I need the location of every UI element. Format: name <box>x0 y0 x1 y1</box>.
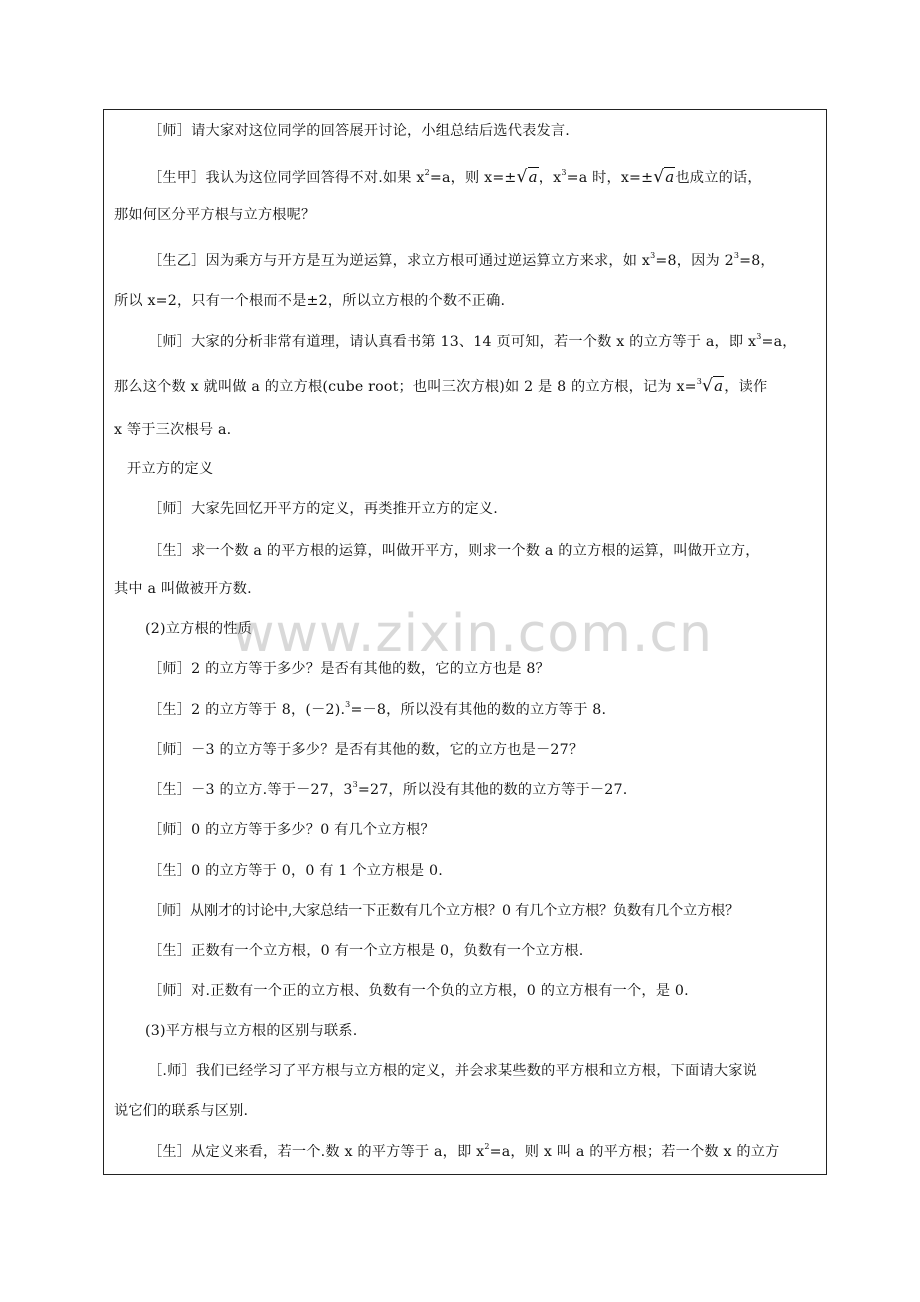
paragraph-continuation: 所以 x=2，只有一个根而不是±2，所以立方根的个数不正确. <box>114 293 506 309</box>
paragraph-continuation: x 等于三次根号 a. <box>114 422 232 438</box>
paragraph: ［生］从定义来看，若一个.数 x 的平方等于 a，即 $x^2=a$，则 x 叫 a 的平方根；若一个数 x 的立方 <box>148 1142 780 1160</box>
paragraph: ［生］2 的立方等于 8，(－2).$^3$=－8，所以没有其他的数的立方等于 8. <box>148 700 607 718</box>
section-heading: (2)立方根的性质 <box>145 621 253 637</box>
paragraph: ［生］－3 的立方.等于－27，$3^3=27$，所以没有其他的数的立方等于－27. <box>148 780 628 798</box>
paragraph: ［生乙］因为乘方与开方是互为逆运算，求立方根可通过逆运算立方来求，如 $x^3=8$，因为 $2^3=8$， <box>148 251 775 269</box>
paragraph: ［师］2 的立方等于多少？是否有其他的数，它的立方也是 8？ <box>148 661 550 677</box>
paragraph-continuation: 那如何区分平方根与立方根呢？ <box>114 207 316 223</box>
paragraph: ［生甲］我认为这位同学回答得不对.如果 $x^2=a$，则 x=±√a，$x^3=a$ 时，x=±√a也成立的话， <box>148 167 762 187</box>
paragraph: ［师］请大家对这位同学的回答展开讨论，小组总结后选代表发言. <box>148 123 570 139</box>
paragraph-continuation: 那么这个数 x 就叫做 a 的立方根(cube root；也叫三次方根)如 2 是 8 的立方根，记为 x=$^3$√a，读作 <box>114 376 768 396</box>
paragraph: ［.师］我们已经学习了平方根与立方根的定义，并会求某些数的平方根和立方根，下面请大家说 <box>148 1063 757 1079</box>
document-frame <box>103 109 827 1175</box>
paragraph-continuation: 说它们的联系与区别. <box>114 1103 249 1119</box>
paragraph: ［师］大家的分析非常有道理，请认真看书第 13、14 页可知，若一个数 x 的立方等于 a，即 $x^3=a$， <box>148 332 797 350</box>
paragraph: ［生］正数有一个立方根，0 有一个立方根是 0，负数有一个立方根. <box>148 943 584 959</box>
section-heading: (3)平方根与立方根的区别与联系. <box>145 1023 358 1039</box>
paragraph: ［师］大家先回忆开平方的定义，再类推开立方的定义. <box>148 501 499 517</box>
paragraph: ［生］求一个数 a 的平方根的运算，叫做开平方，则求一个数 a 的立方根的运算，叫做开立方， <box>148 543 760 559</box>
paragraph: ［师］从刚才的讨论中,大家总结一下正数有几个立方根？0 有几个立方根？负数有几个立方根？ <box>148 903 739 919</box>
paragraph: ［师］－3 的立方等于多少？是否有其他的数，它的立方也是－27？ <box>148 742 584 758</box>
section-heading: 开立方的定义 <box>127 461 214 477</box>
paragraph-continuation: 其中 a 叫做被开方数. <box>114 581 252 597</box>
paragraph: ［生］0 的立方等于 0，0 有 1 个立方根是 0. <box>148 863 443 879</box>
paragraph: ［师］对.正数有一个正的立方根、负数有一个负的立方根，0 的立方根有一个，是 0. <box>148 983 689 999</box>
paragraph: ［师］0 的立方等于多少？0 有几个立方根？ <box>148 822 435 838</box>
watermark: www.zixin.com.cn <box>232 604 713 664</box>
